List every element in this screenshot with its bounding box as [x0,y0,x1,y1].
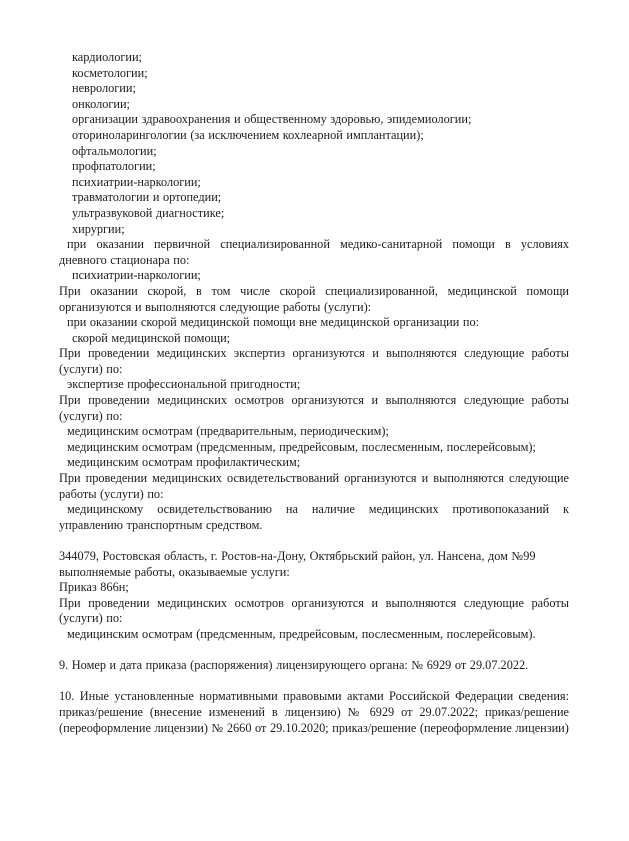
document-line: При проведении медицинских освидетельствований организуются и выполняются следующие работы (услуги) по: [59,471,569,501]
document-line: При проведении медицинских экспертиз организуются и выполняются следующие работы (услуги) по: [59,346,569,376]
document-line: медицинским осмотрам (предсменным, предрейсовым, послесменным, послерейсовым). [67,626,536,641]
document-line: При проведении медицинских осмотров организуются и выполняются следующие работы (услуги) по: [59,393,569,423]
document-line: экспертизе профессиональной пригодности; [67,377,301,392]
document-line: психиатрии-наркологии; [72,174,201,189]
document-body [59,50,569,736]
document-line: При проведении медицинских осмотров организуются и выполняются следующие работы (услуги) по: [59,595,569,626]
document-line: косметологии; [72,65,148,80]
document-line: медицинскому освидетельствованию на наличие медицинских противопоказаний к управлению транспортным средством. [59,502,569,532]
document-line: психиатрии-наркологии; [72,268,201,283]
document-line: онкологии; [72,96,130,111]
document-line: медицинским осмотрам (предварительным, периодическим); [67,424,389,439]
document-line: офтальмологии; [72,143,157,158]
document-line: ультразвуковой диагностике; [72,205,225,220]
document-line: скорой медицинской помощи; [72,330,231,345]
document-line: организации здравоохранения и общественному здоровью, эпидемиологии; [72,112,472,127]
document-line: хирургии; [72,221,125,236]
document-line: кардиологии; [72,50,142,64]
document-line: При оказании скорой, в том числе скорой специализированной, медицинской помощи организуются и выполняются следующие работы (услуги): [59,283,569,314]
document-line: при оказании первичной специализированной медико-санитарной помощи в условиях дневного стационара по: [59,237,569,267]
document-line: при оказании скорой медицинской помощи вне медицинской организации по: [67,315,480,330]
document-line: Приказ 866н; [59,580,129,595]
document-line: профпатологии; [72,159,156,174]
document-line: 344079, Ростовская область, г. Ростов-на-Дону, Октябрьский район, ул. Нансена, дом №99 [59,549,536,563]
document-line: травматологии и ортопедии; [72,190,222,205]
document-line: неврологии; [72,81,136,96]
document-line: выполняемые работы, оказываемые услуги: [59,564,290,579]
document-line: оториноларингологии (за исключением кохлеарной имплантации); [72,127,424,142]
document-line: 10. Иные установленные нормативными правовыми актами Российской Федерации сведения: приказ/решение (внесение изменений в лицензию) № 6929 от 29.07.2022; приказ/решение (переоформление лицензии) № 2660 от 29.10.2020; приказ/решение (переоформление лицензии) [59,689,569,735]
document-line: медицинским осмотрам (предсменным, предрейсовым, послесменным, послерейсовым); [67,439,536,454]
document-line: 9. Номер и дата приказа (распоряжения) лицензирующего органа: № 6929 от 29.07.2022. [59,658,529,673]
document-line: медицинским осмотрам профилактическим; [67,455,301,470]
